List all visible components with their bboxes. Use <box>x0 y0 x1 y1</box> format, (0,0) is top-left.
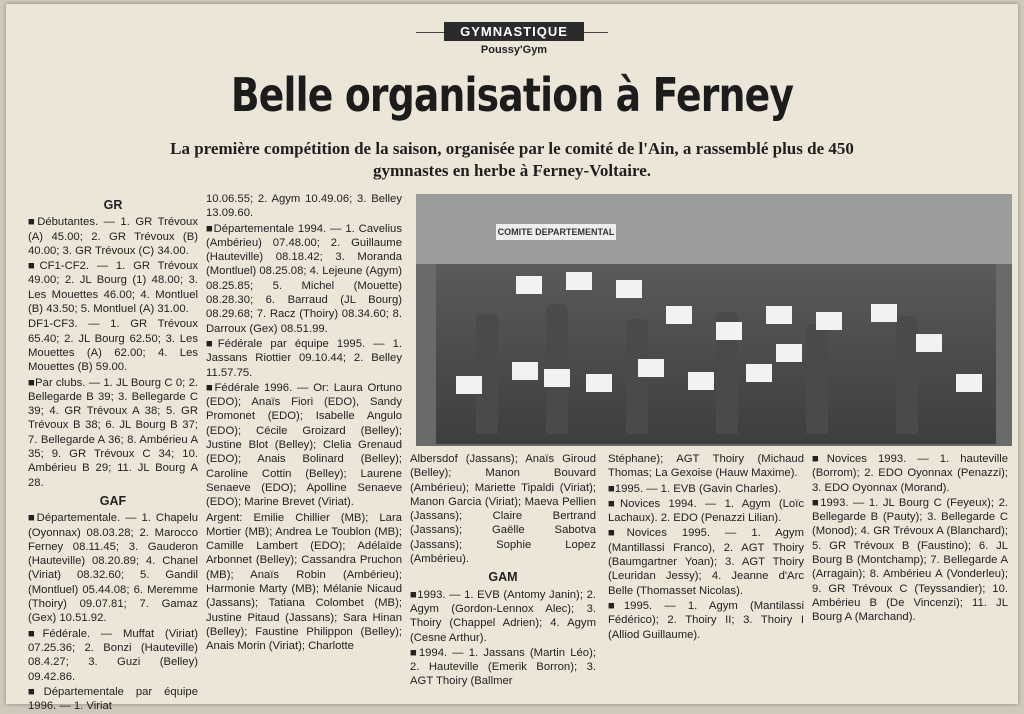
photo-sign <box>816 312 842 330</box>
photo-sign <box>766 306 792 324</box>
rubric-rule-left <box>416 32 444 33</box>
rubric <box>444 22 584 56</box>
photo-figure <box>896 316 918 434</box>
photo-sign <box>716 322 742 340</box>
result-fed-equipe-1995: ■Fédérale par équipe 1995. — 1. Jassans Riottier 09.10.44; 2. Belley 11.57.75. <box>206 337 402 379</box>
rubric-category: GYMNASTIQUE <box>444 22 584 41</box>
result-debutantes: ■Débutantes. — 1. GR Trévoux (A) 45.00; 2. GR Trévoux (B) 40.00; 3. GR Trévoux (C) 34.00. <box>28 216 198 257</box>
section-title-gaf: GAF <box>99 493 127 508</box>
result-federale: ■Fédérale. — Muffat (Viriat) 07.25.36; 2. Bonzi (Hauteville) 08.4.27; 3. Guzi (Belley) 09.42.86. <box>28 627 198 683</box>
photo-sign <box>666 306 692 324</box>
newspaper-clipping <box>6 4 1018 713</box>
section-title-gr: GR <box>103 198 123 212</box>
column-5 <box>812 452 1008 626</box>
photo-figure <box>476 314 498 434</box>
result-dep-1994: ■Départementale 1994. — 1. Cavelius (Ambérieu) 07.48.00; 2. Guillaume (Hauteville) 08.18.42; 3. Moranda (Montluel) 08.25.08; 4. Lejeune (Agym) 08.25.85; 5. Michel (Mouette) 08.28.30; 6. Barraud (JL Bourg) 08.29.68; 7. Racz (Thoiry) 08.34.60; 8. Darroux (Gex) 08.51.99. <box>206 222 402 335</box>
result-cf1-cf2: ■CF1-CF2. — 1. GR Trévoux 49.00; 2. JL Bourg (1) 48.00; 3. Les Mouettes 46.00; 4. Montluel (B) 43.50; 5. Montluel (A) 31.00. <box>28 260 198 316</box>
photo-sign <box>544 369 570 387</box>
column-2 <box>206 192 402 655</box>
rubric-subtitle: Poussy'Gym <box>480 44 548 56</box>
result-novices-1995: ■Novices 1995. — 1. Agym (Mantillassi Franco), 2. AGT Thoiry (Baumgartner Yoan); 3. AGT Thoiry (Leuridan Jessy); 4. Jeanne d'Arc Belle (Thomasset Nicolas). <box>608 527 804 597</box>
photo-sign <box>616 280 642 298</box>
photo-sign <box>746 364 772 382</box>
column-3-continuation: Albersdof (Jassans); Anaïs Giroud (Belley); Manon Bouvard (Ambérieu); Mariette Tipaldi (Viriat); Manon Garcia (Viriat); Maeva Pellien (Jassans); Claire Bertrand (Jassans); Gaëlle Sabotva (Jassans); Sophie Lopez (Ambérieu). <box>410 453 596 566</box>
column-1 <box>28 194 198 714</box>
photo-sign <box>516 276 542 294</box>
result-gam-1993: ■1993. — 1. EVB (Antomy Janin); 2. Agym (Gordon-Lennox Alec); 3. Thoiry (Chappel Adrien); 4. Agym (Cesne Arthur). <box>410 588 596 644</box>
photo-sign <box>638 359 664 377</box>
column-2-continuation: 10.06.55; 2. Agym 10.49.06; 3. Belley 13.09.60. <box>206 193 402 220</box>
result-novices-1994: ■Novices 1994. — 1. Agym (Loïc Lachaux). 2. EDO (Penazzi Lilian). <box>608 497 804 525</box>
photo-sign <box>566 272 592 290</box>
photo-banner: COMITE DEPARTEMENTAL <box>496 224 616 240</box>
photo-sign <box>956 374 982 392</box>
rubric-rule-right <box>584 32 608 33</box>
photo-sign <box>688 372 714 390</box>
result-fed-1996: ■Fédérale 1996. — Or: Laura Ortuno (EDO); Anaïs Fiori (EDO), Sandy Promonet (EDO); Isabelle Angulo (EDO); Cécile Groizard (Belley); Justine Blot (Belley); Clelia Grenaud (EDO); Anais Bolinard (Belley); Caroline Cottin (Belley); Laurene Senaeve (EDO); Apolline Senaeve (EDO); Marine Brevet (Viriat). <box>206 381 402 509</box>
result-gam-1993-clubs: ■1993. — 1. JL Bourg C (Feyeux); 2. Bellegarde B (Pauty); 3. Bellegarde C (Monod); 4. GR Trévoux A (Blanchard); 5. GR Trévoux B (Faustino); 6. JL Bourg B (Montchamp); 7. Bellegarde A (Arragain); 8. Ambérieu A (Vonderleu); 9. GR Trévoux C (Teyssandier); 10. Ambérieu B (De Vincenzi); 11. JL Bourg A (Marchand). <box>812 496 1008 624</box>
headline: Belle organisation à Ferney <box>230 68 794 122</box>
column-4-continuation: Stéphane); AGT Thoiry (Michaud Thomas; La Gexoise (Hauw Maxime). <box>608 453 804 480</box>
photo-sign <box>871 304 897 322</box>
photo-sign <box>586 374 612 392</box>
result-dep-equipe-1996: ■Départementale par équipe 1996. — 1. Viriat <box>28 685 198 713</box>
result-argent: Argent: Emilie Chillier (MB); Lara Mortier (MB); Andrea Le Toublon (MB); Camille Lambert (EDO); Adélaïde Arbonnet (Belley); Cassandra Pruchon (MB); Anaïs Robin (Ambérieu); Harmonie Marty (MB); Mélanie Nicaud (Jassans); Tatiana Colombet (MB); Justine Pitaud (Jassans); Sara Hinan (Belley); Faustine Philippon (Belley); Anais Morin (Viriat); Charlotte <box>206 511 402 653</box>
photo-sign <box>456 376 482 394</box>
photo-figure <box>806 324 828 434</box>
photo-sign <box>512 362 538 380</box>
gymnasts-group-photo <box>416 194 1012 446</box>
result-df1-cf3: DF1-CF3. — 1. GR Trévoux 65.40; 2. JL Bourg 62.50; 3. Les Mouettes (A) 62.00; 4. Les Mouettes (B) 59.00. <box>28 318 198 374</box>
column-3 <box>410 452 596 690</box>
result-gam-1995: ■1995. — 1. EVB (Gavin Charles). <box>608 482 782 495</box>
result-gam-1994: ■1994. — 1. Jassans (Martin Léo); 2. Hauteville (Emerik Borron); 3. AGT Thoiry (Ballmer <box>410 646 596 688</box>
result-par-clubs: ■Par clubs. — 1. JL Bourg C 0; 2. Bellegarde B 39; 3. Bellegarde C 39; 4. GR Trévoux A 38; 5. GR Trévoux B 38; 6. JL Bourg B 37; 7. Bellegarde A 36; 8. Ambérieu A 35; 9. GR Trévoux C 34; 10. Ambérieu B 29; 11. JL Bourg A 28. <box>28 376 198 489</box>
photo-sign <box>776 344 802 362</box>
column-4 <box>608 452 804 643</box>
section-title-gam: GAM <box>488 570 518 585</box>
photo-sign <box>916 334 942 352</box>
result-novices-1993: ■Novices 1993. — 1. hauteville (Borrom); 2. EDO Oyonnax (Penazzi); 3. EDO Oyonnax (Morand). <box>812 453 1008 494</box>
lead-paragraph: La première compétition de la saison, organisée par le comité de l'Ain, a rassemblé plus de 450 gymnastes en herbe à Ferney-Voltaire. <box>170 139 854 180</box>
result-gam-1995-b: ■1995. — 1. Agym (Mantilassi Fédérico); 2. Thoiry II; 3. Thoiry I (Alliod Guillaume). <box>608 599 804 641</box>
result-departementale: ■Départementale. — 1. Chapelu (Oyonnax) 08.03.28; 2. Marocco Ferney 08.11.45; 3. Gauderon (Hauteville) 08.20.89; 4. Chanel (Viriat) 08.32.60; 5. Gandil (Montluel) 05.44.08; 6. Meremme (Thoiry) 09.07.81; 7. Gamaz (Gex) 10.51.92. <box>28 512 198 625</box>
